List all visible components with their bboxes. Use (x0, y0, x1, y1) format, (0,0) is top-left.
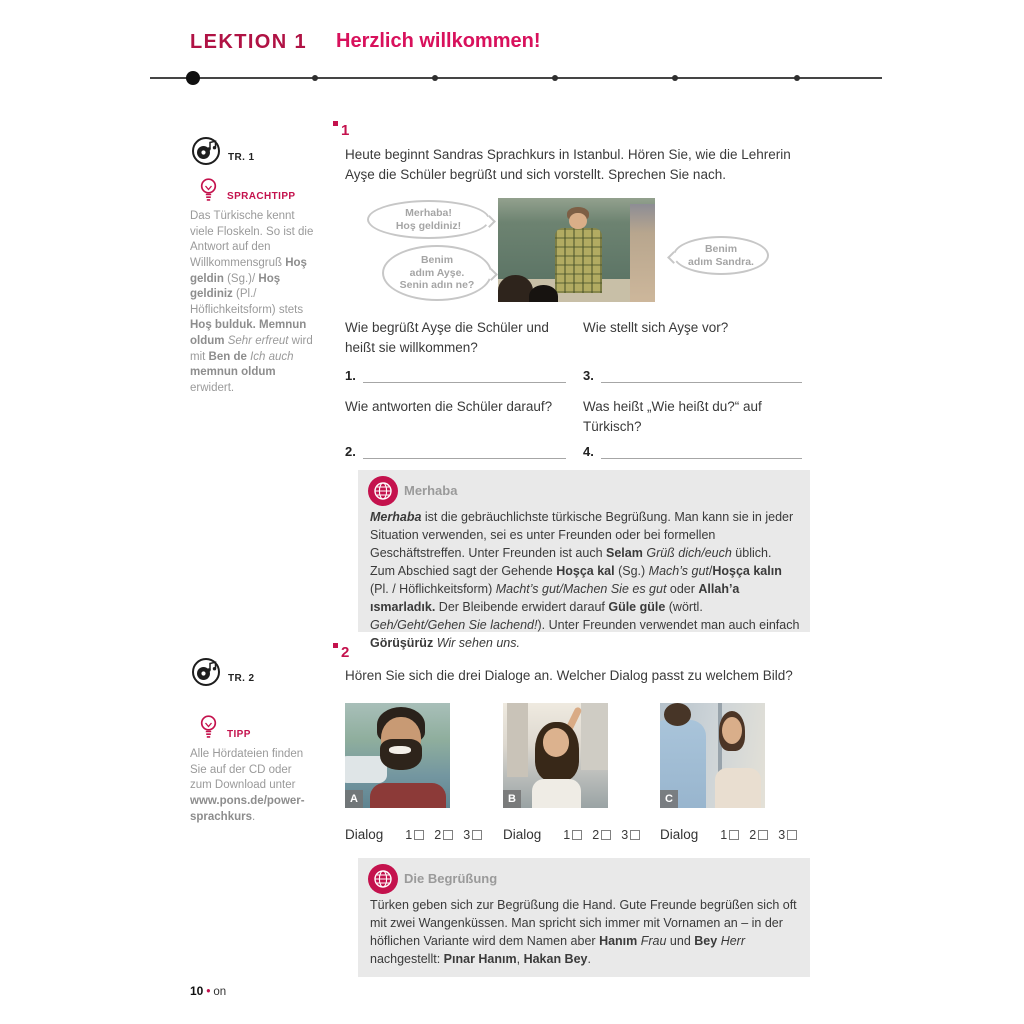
exercise2-marker (333, 641, 349, 660)
globe-icon (368, 864, 398, 899)
lektion-label: LEKTION 1 (190, 31, 308, 53)
lightbulb-icon (198, 714, 219, 746)
exercise1-marker (333, 119, 349, 138)
infobox-body: Merhaba ist die gebräuchlichste türkische Begrüßung. Man kann sie in jeder Situation verwenden, sei es unter Freunden oder bei formellen Geschäftstreffen. Unter Freunden ist auch Selam Grüß dich/euch üblich. Zum Abschied sagt der Gehende Hoşça kal (Sg.) Mach’s gut/Hoşça kalın (Pl. / Höflichkeitsform) Macht’s gut/Machen Sie es gut oder Allah’a ısmarladık. Der Bleibende erwidert darauf Güle güle (wörtl. Geh/Geht/Gehen Sie lachend!). Unter Freunden verwendet man auch einfach Görüşürüz Wir sehen uns. (370, 510, 800, 650)
question-3: Wie stellt sich Ayşe vor? (583, 320, 729, 335)
exercise2-number: 2 (341, 644, 350, 661)
option-number: 1 (563, 828, 571, 842)
dialog-row-c (660, 827, 807, 842)
teacher-face (569, 213, 586, 230)
progress-dot (312, 75, 318, 81)
answer-line-4[interactable] (601, 444, 802, 459)
option-number: 1 (405, 828, 413, 842)
bubble-tail (483, 215, 496, 228)
page-number-turkish: on (213, 986, 227, 998)
bubble-text: Merhaba! Hoş geldiniz! (395, 206, 462, 232)
dialog-b-checkbox-2[interactable] (601, 830, 611, 840)
dialog-row-a (345, 827, 492, 842)
infobox-merhaba (358, 470, 810, 650)
bubble-tail (667, 251, 680, 264)
question-2: Wie antworten die Schüler darauf? (345, 399, 553, 414)
dialog-row-b (503, 827, 650, 842)
man-beard (380, 739, 422, 771)
answer-line-1[interactable] (363, 368, 566, 383)
dialog-a-checkbox-1[interactable] (414, 830, 424, 840)
classroom-photo (498, 198, 655, 302)
tipp-text: Alle Hördateien finden Sie auf der CD oder zum Download unter www.pons.de/power-sprachkurs. (190, 748, 305, 823)
page-number: 10 (190, 984, 204, 998)
dialog-label: Dialog (660, 827, 699, 842)
progress-dot (552, 75, 558, 81)
page-title: Herzlich willkommen! (336, 30, 541, 52)
infobox-title: Die Begrüßung (404, 871, 498, 886)
dialog-a-checkbox-3[interactable] (472, 830, 482, 840)
woman-face (543, 728, 569, 756)
track-label-2: TR. 2 (228, 673, 255, 684)
answer-number: 1. (345, 368, 356, 383)
building-shape (581, 703, 608, 770)
person-right-figure (630, 204, 655, 302)
exercise2-intro: Hören Sie sich die drei Dialoge an. Welcher Dialog passt zu welchem Bild? (345, 668, 793, 683)
speech-bubble-greeting (367, 200, 490, 239)
answer-line-2[interactable] (363, 444, 566, 459)
option-number: 3 (621, 828, 629, 842)
progress-dot (672, 75, 678, 81)
teacher-figure (555, 228, 602, 292)
bubble-text: Benim adım Sandra. (688, 242, 754, 268)
page-footer (190, 984, 226, 998)
progress-rule (150, 77, 882, 79)
speech-bubble-answer (673, 236, 769, 275)
dialog-photo-c (660, 703, 765, 808)
woman-top (532, 779, 580, 808)
dialog-b-checkbox-3[interactable] (630, 830, 640, 840)
option-number: 2 (434, 828, 442, 842)
man-shirt (370, 783, 446, 808)
answer-number: 4. (583, 444, 594, 459)
globe-icon (368, 476, 398, 511)
dialog-label: Dialog (345, 827, 384, 842)
infobox-begruessung (358, 858, 810, 977)
dialog-photo-a (345, 703, 450, 808)
student-head (529, 285, 557, 302)
woman-face (722, 717, 742, 744)
progress-dot-current (186, 71, 200, 85)
progress-line (150, 70, 882, 86)
option-number: 1 (720, 828, 728, 842)
answer-line-3[interactable] (601, 368, 802, 383)
speech-bubble-question (382, 245, 492, 301)
option-number: 2 (749, 828, 757, 842)
exercise1-intro: Heute beginnt Sandras Sprachkurs in Istanbul. Hören Sie, wie die Lehrerin Ayşe die Schüler begrüßt und sich vorstellt. Sprechen Sie nach. (345, 147, 791, 183)
tipp-label: TIPP (227, 729, 251, 740)
cd-icon (191, 136, 221, 171)
dialog-a-checkbox-2[interactable] (443, 830, 453, 840)
exercise1-scene (345, 196, 805, 308)
option-number: 3 (778, 828, 786, 842)
dialog-c-checkbox-2[interactable] (758, 830, 768, 840)
answer-row-3 (583, 368, 802, 383)
exercise-bullet (333, 121, 338, 126)
answer-number: 2. (345, 444, 356, 459)
answer-row-4 (583, 444, 802, 459)
option-number: 3 (463, 828, 471, 842)
bubble-tail (485, 268, 498, 281)
lightbulb-icon (198, 177, 219, 209)
exercise-bullet (333, 643, 338, 648)
dialog-b-checkbox-1[interactable] (572, 830, 582, 840)
infobox-title: Merhaba (404, 483, 458, 498)
cd-icon (191, 657, 221, 692)
track-label-1: TR. 1 (228, 152, 255, 163)
photo-label-c: C (660, 790, 678, 808)
exercise1-number: 1 (341, 122, 350, 139)
progress-dot (432, 75, 438, 81)
dialog-c-checkbox-1[interactable] (729, 830, 739, 840)
question-1: Wie begrüßt Ayşe die Schüler und heißt sie willkommen? (345, 320, 549, 355)
building-shape (507, 703, 528, 777)
answer-row-1 (345, 368, 566, 383)
answer-number: 3. (583, 368, 594, 383)
footer-dot: • (206, 986, 211, 998)
answer-row-2 (345, 444, 566, 459)
dialog-label: Dialog (503, 827, 542, 842)
option-number: 2 (592, 828, 600, 842)
photo-label-b: B (503, 790, 521, 808)
infobox-body: Türken geben sich zur Begrüßung die Hand. Gute Freunde begrüßen sich oft mit zwei Wangenküssen. Man spricht sich immer mit Vornamen an – in der höflichen Variante wird dem Namen aber Hanım Frau und Bey Herr nachgestellt: Pınar Hanım, Hakan Bey. (370, 898, 797, 966)
bubble-text: Benim adım Ayşe. Senin adın ne? (399, 253, 475, 292)
question-4: Was heißt „Wie heißt du?“ auf Türkisch? (583, 399, 762, 434)
sprachtipp-text: Das Türkische kennt viele Floskeln. So ist die Antwort auf den Willkommensgruß Hoş geldin (Sg.)/ Hoş geldiniz (Pl./Höflichkeitsform) stets Hoş bulduk. Memnun oldum Sehr erfreut wird mit Ben de Ich auch memnun oldum erwidert. (190, 210, 314, 394)
dialog-c-checkbox-3[interactable] (787, 830, 797, 840)
dialog-photo-b (503, 703, 608, 808)
photo-label-a: A (345, 790, 363, 808)
woman-top (715, 768, 761, 808)
man-smile (389, 746, 411, 754)
sprachtipp-label: SPRACHTIPP (227, 191, 296, 202)
progress-dot (794, 75, 800, 81)
student-head (498, 275, 533, 302)
